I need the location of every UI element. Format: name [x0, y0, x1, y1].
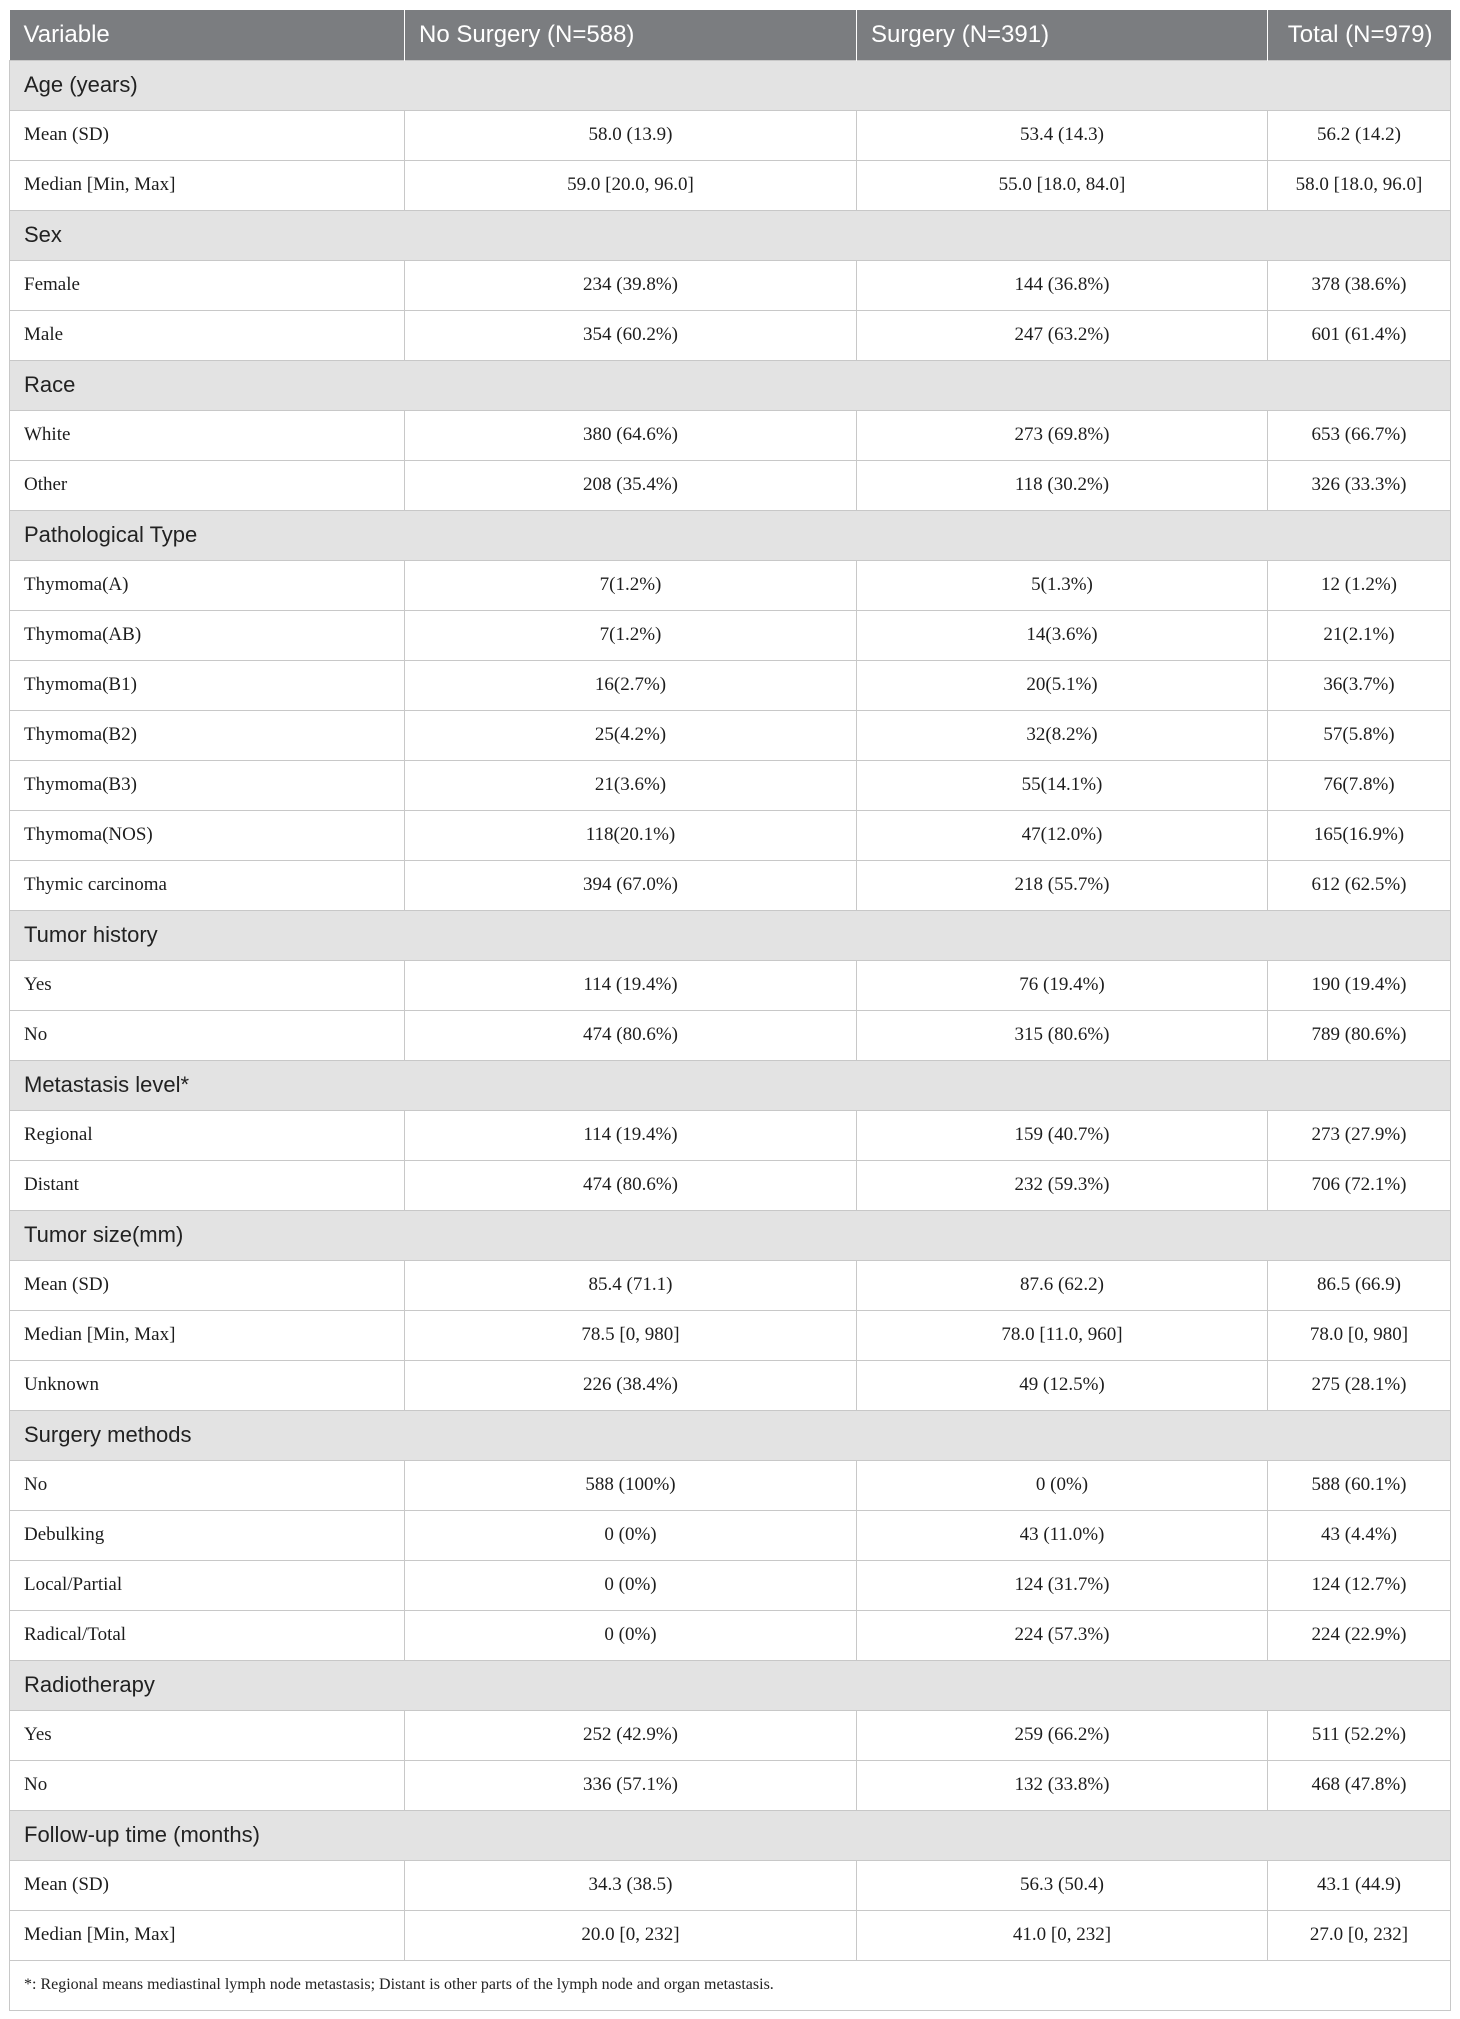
table-row	[10, 610, 1451, 660]
cell-total: 36(3.7%)	[1268, 660, 1451, 710]
cell-no-surgery: 252 (42.9%)	[405, 1710, 857, 1760]
cell-no-surgery: 7(1.2%)	[405, 610, 857, 660]
cell-surgery: 32(8.2%)	[857, 710, 1268, 760]
table-row	[10, 960, 1451, 1010]
table-row	[10, 1360, 1451, 1410]
table-row	[10, 1510, 1451, 1560]
row-label: Median [Min, Max]	[10, 1310, 405, 1360]
cell-surgery: 14(3.6%)	[857, 610, 1268, 660]
cell-total: 57(5.8%)	[1268, 710, 1451, 760]
cell-no-surgery: 7(1.2%)	[405, 560, 857, 610]
cell-surgery: 76 (19.4%)	[857, 960, 1268, 1010]
cell-no-surgery: 336 (57.1%)	[405, 1760, 857, 1810]
cell-no-surgery: 58.0 (13.9)	[405, 110, 857, 160]
table-row	[10, 1110, 1451, 1160]
row-label: Thymoma(B2)	[10, 710, 405, 760]
cell-surgery: 232 (59.3%)	[857, 1160, 1268, 1210]
table-row	[10, 760, 1451, 810]
baseline-characteristics-table	[9, 10, 1451, 2011]
row-label: Female	[10, 260, 405, 310]
table-row	[10, 1860, 1451, 1910]
table-row	[10, 1160, 1451, 1210]
footnote-row	[10, 1960, 1451, 2010]
cell-no-surgery: 114 (19.4%)	[405, 1110, 857, 1160]
cell-total: 12 (1.2%)	[1268, 560, 1451, 610]
section-label: Radiotherapy	[10, 1660, 1451, 1710]
row-label: Thymoma(NOS)	[10, 810, 405, 860]
row-label: Unknown	[10, 1360, 405, 1410]
cell-no-surgery: 474 (80.6%)	[405, 1010, 857, 1060]
cell-no-surgery: 0 (0%)	[405, 1610, 857, 1660]
table-row	[10, 260, 1451, 310]
table-row	[10, 1760, 1451, 1810]
table-row	[10, 110, 1451, 160]
cell-total: 58.0 [18.0, 96.0]	[1268, 160, 1451, 210]
section-row	[10, 1810, 1451, 1860]
cell-no-surgery: 0 (0%)	[405, 1560, 857, 1610]
cell-no-surgery: 208 (35.4%)	[405, 460, 857, 510]
table-row	[10, 660, 1451, 710]
table-row	[10, 1560, 1451, 1610]
section-label: Sex	[10, 210, 1451, 260]
table-row	[10, 1260, 1451, 1310]
table-row	[10, 1610, 1451, 1660]
section-label: Follow-up time (months)	[10, 1810, 1451, 1860]
row-label: Yes	[10, 960, 405, 1010]
cell-surgery: 224 (57.3%)	[857, 1610, 1268, 1660]
cell-surgery: 159 (40.7%)	[857, 1110, 1268, 1160]
cell-surgery: 43 (11.0%)	[857, 1510, 1268, 1560]
row-label: Radical/Total	[10, 1610, 405, 1660]
cell-no-surgery: 474 (80.6%)	[405, 1160, 857, 1210]
cell-no-surgery: 59.0 [20.0, 96.0]	[405, 160, 857, 210]
cell-total: 653 (66.7%)	[1268, 410, 1451, 460]
section-row	[10, 210, 1451, 260]
header-variable: Variable	[10, 10, 405, 60]
cell-surgery: 55(14.1%)	[857, 760, 1268, 810]
cell-no-surgery: 118(20.1%)	[405, 810, 857, 860]
cell-no-surgery: 114 (19.4%)	[405, 960, 857, 1010]
cell-total: 43 (4.4%)	[1268, 1510, 1451, 1560]
cell-no-surgery: 0 (0%)	[405, 1510, 857, 1560]
footnote: *: Regional means mediastinal lymph node metastasis; Distant is other parts of the lymph node and organ metastasis.	[10, 1960, 1451, 2010]
table-row	[10, 810, 1451, 860]
header-surgery: Surgery (N=391)	[857, 10, 1268, 60]
cell-surgery: 78.0 [11.0, 960]	[857, 1310, 1268, 1360]
table-row	[10, 560, 1451, 610]
section-label: Tumor history	[10, 910, 1451, 960]
section-label: Pathological Type	[10, 510, 1451, 560]
cell-no-surgery: 354 (60.2%)	[405, 310, 857, 360]
section-row	[10, 1210, 1451, 1260]
table-body	[10, 60, 1451, 1960]
row-label: Mean (SD)	[10, 110, 405, 160]
row-label: Thymic carcinoma	[10, 860, 405, 910]
section-row	[10, 510, 1451, 560]
table-row	[10, 460, 1451, 510]
cell-surgery: 259 (66.2%)	[857, 1710, 1268, 1760]
row-label: Median [Min, Max]	[10, 160, 405, 210]
cell-total: 27.0 [0, 232]	[1268, 1910, 1451, 1960]
cell-total: 224 (22.9%)	[1268, 1610, 1451, 1660]
section-row	[10, 1660, 1451, 1710]
table-row	[10, 160, 1451, 210]
table-row	[10, 1910, 1451, 1960]
section-label: Surgery methods	[10, 1410, 1451, 1460]
cell-surgery: 41.0 [0, 232]	[857, 1910, 1268, 1960]
cell-total: 706 (72.1%)	[1268, 1160, 1451, 1210]
cell-no-surgery: 78.5 [0, 980]	[405, 1310, 857, 1360]
section-row	[10, 1060, 1451, 1110]
table-row	[10, 310, 1451, 360]
cell-total: 165(16.9%)	[1268, 810, 1451, 860]
cell-total: 21(2.1%)	[1268, 610, 1451, 660]
table-row	[10, 1310, 1451, 1360]
row-label: Local/Partial	[10, 1560, 405, 1610]
row-label: Other	[10, 460, 405, 510]
row-label: No	[10, 1460, 405, 1510]
table-row	[10, 1460, 1451, 1510]
cell-total: 326 (33.3%)	[1268, 460, 1451, 510]
section-row	[10, 910, 1451, 960]
section-label: Metastasis level*	[10, 1060, 1451, 1110]
section-row	[10, 360, 1451, 410]
section-label: Tumor size(mm)	[10, 1210, 1451, 1260]
cell-total: 273 (27.9%)	[1268, 1110, 1451, 1160]
cell-surgery: 53.4 (14.3)	[857, 110, 1268, 160]
cell-total: 588 (60.1%)	[1268, 1460, 1451, 1510]
cell-no-surgery: 234 (39.8%)	[405, 260, 857, 310]
row-label: No	[10, 1010, 405, 1060]
section-row	[10, 60, 1451, 110]
table-row	[10, 410, 1451, 460]
row-label: Debulking	[10, 1510, 405, 1560]
cell-no-surgery: 25(4.2%)	[405, 710, 857, 760]
table-container	[9, 10, 1450, 2011]
cell-total: 56.2 (14.2)	[1268, 110, 1451, 160]
cell-no-surgery: 16(2.7%)	[405, 660, 857, 710]
section-label: Age (years)	[10, 60, 1451, 110]
cell-total: 511 (52.2%)	[1268, 1710, 1451, 1760]
row-label: Yes	[10, 1710, 405, 1760]
cell-surgery: 47(12.0%)	[857, 810, 1268, 860]
cell-total: 76(7.8%)	[1268, 760, 1451, 810]
row-label: No	[10, 1760, 405, 1810]
cell-surgery: 273 (69.8%)	[857, 410, 1268, 460]
row-label: Regional	[10, 1110, 405, 1160]
cell-surgery: 49 (12.5%)	[857, 1360, 1268, 1410]
cell-no-surgery: 380 (64.6%)	[405, 410, 857, 460]
cell-surgery: 20(5.1%)	[857, 660, 1268, 710]
row-label: Distant	[10, 1160, 405, 1210]
cell-total: 601 (61.4%)	[1268, 310, 1451, 360]
row-label: Thymoma(B3)	[10, 760, 405, 810]
cell-no-surgery: 226 (38.4%)	[405, 1360, 857, 1410]
table-row	[10, 710, 1451, 760]
cell-surgery: 55.0 [18.0, 84.0]	[857, 160, 1268, 210]
cell-surgery: 0 (0%)	[857, 1460, 1268, 1510]
row-label: Mean (SD)	[10, 1260, 405, 1310]
row-label: Thymoma(A)	[10, 560, 405, 610]
cell-surgery: 132 (33.8%)	[857, 1760, 1268, 1810]
section-row	[10, 1410, 1451, 1460]
cell-total: 190 (19.4%)	[1268, 960, 1451, 1010]
header-total: Total (N=979)	[1268, 10, 1451, 60]
cell-total: 468 (47.8%)	[1268, 1760, 1451, 1810]
cell-total: 86.5 (66.9)	[1268, 1260, 1451, 1310]
cell-total: 275 (28.1%)	[1268, 1360, 1451, 1410]
header-row	[10, 10, 1451, 60]
cell-total: 378 (38.6%)	[1268, 260, 1451, 310]
row-label: Male	[10, 310, 405, 360]
cell-total: 78.0 [0, 980]	[1268, 1310, 1451, 1360]
cell-surgery: 218 (55.7%)	[857, 860, 1268, 910]
cell-total: 43.1 (44.9)	[1268, 1860, 1451, 1910]
cell-surgery: 56.3 (50.4)	[857, 1860, 1268, 1910]
row-label: Mean (SD)	[10, 1860, 405, 1910]
cell-surgery: 118 (30.2%)	[857, 460, 1268, 510]
section-label: Race	[10, 360, 1451, 410]
cell-no-surgery: 20.0 [0, 232]	[405, 1910, 857, 1960]
cell-surgery: 144 (36.8%)	[857, 260, 1268, 310]
row-label: Thymoma(B1)	[10, 660, 405, 710]
row-label: White	[10, 410, 405, 460]
row-label: Thymoma(AB)	[10, 610, 405, 660]
table-row	[10, 860, 1451, 910]
cell-surgery: 87.6 (62.2)	[857, 1260, 1268, 1310]
cell-total: 789 (80.6%)	[1268, 1010, 1451, 1060]
cell-no-surgery: 394 (67.0%)	[405, 860, 857, 910]
cell-no-surgery: 34.3 (38.5)	[405, 1860, 857, 1910]
cell-surgery: 124 (31.7%)	[857, 1560, 1268, 1610]
table-row	[10, 1010, 1451, 1060]
cell-surgery: 5(1.3%)	[857, 560, 1268, 610]
cell-surgery: 315 (80.6%)	[857, 1010, 1268, 1060]
cell-no-surgery: 85.4 (71.1)	[405, 1260, 857, 1310]
header-no-surgery: No Surgery (N=588)	[405, 10, 857, 60]
cell-no-surgery: 588 (100%)	[405, 1460, 857, 1510]
cell-total: 124 (12.7%)	[1268, 1560, 1451, 1610]
row-label: Median [Min, Max]	[10, 1910, 405, 1960]
cell-no-surgery: 21(3.6%)	[405, 760, 857, 810]
table-row	[10, 1710, 1451, 1760]
cell-total: 612 (62.5%)	[1268, 860, 1451, 910]
cell-surgery: 247 (63.2%)	[857, 310, 1268, 360]
